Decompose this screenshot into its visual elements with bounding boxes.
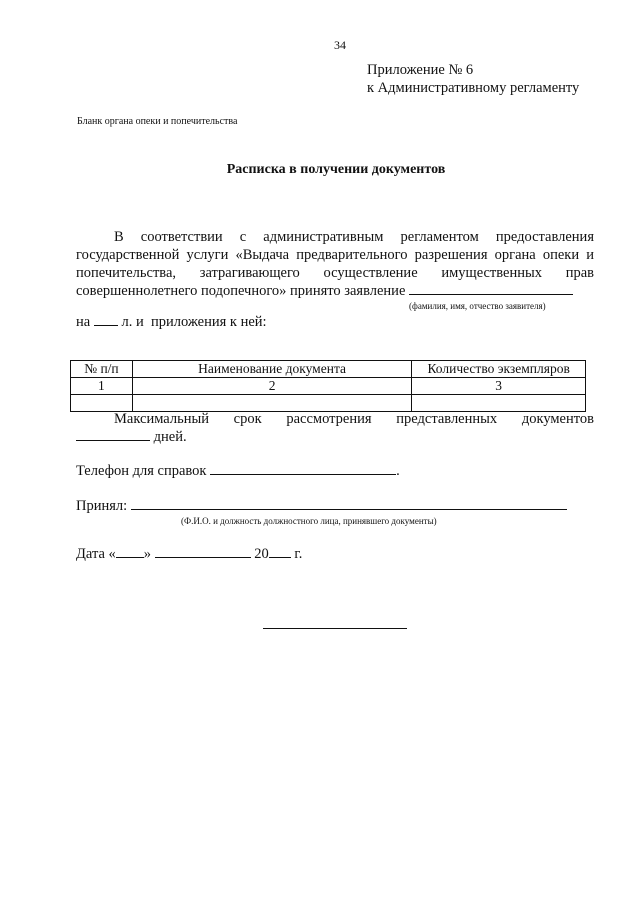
deadline-line-1: Максимальный срок рассмотрения представленных документов xyxy=(114,411,594,427)
phone-line xyxy=(76,462,400,480)
column-number-2: 2 xyxy=(132,378,411,395)
phone-label: Телефон для справок xyxy=(76,463,207,479)
date-month-field[interactable] xyxy=(155,545,251,558)
accepted-label: Принял: xyxy=(76,498,128,514)
deadline-days-field[interactable] xyxy=(76,428,150,441)
applicant-name-field[interactable] xyxy=(409,282,573,295)
pages-line xyxy=(76,313,267,331)
table-cell[interactable] xyxy=(71,395,133,412)
date-line xyxy=(76,545,302,563)
table-cell[interactable] xyxy=(412,395,586,412)
column-number-3: 3 xyxy=(412,378,586,395)
document-title: Расписка в получении документов xyxy=(226,162,446,177)
column-number-1: 1 xyxy=(71,378,133,395)
phone-end: . xyxy=(396,463,400,479)
appendix-heading xyxy=(367,61,579,97)
signature-line[interactable] xyxy=(263,628,407,629)
table-row xyxy=(71,395,586,412)
phone-field[interactable] xyxy=(210,462,396,475)
documents-table xyxy=(70,360,586,412)
pages-count-field[interactable] xyxy=(94,313,118,326)
deadline-line-2 xyxy=(76,428,594,446)
pages-suffix: приложения к ней: xyxy=(150,314,267,330)
header-number: № п/п xyxy=(71,361,133,378)
paragraph-line-1: В соответствии с административным регламентом предоставления xyxy=(114,229,594,245)
table-column-numbers-row xyxy=(71,378,586,395)
paragraph-line-4 xyxy=(76,282,594,301)
date-label: Дата « xyxy=(76,546,116,562)
appendix-line-1: Приложение № 6 xyxy=(367,62,474,78)
applicant-caption: (фамилия, имя, отчество заявителя) xyxy=(409,301,546,312)
page-number: 34 xyxy=(334,38,346,52)
accepted-line xyxy=(76,497,567,515)
paragraph-line-3: попечительства, затрагивающего осуществление имущественных прав xyxy=(76,264,594,281)
intro-paragraph xyxy=(76,229,594,312)
letterhead-label: Бланк органа опеки и попечительства xyxy=(77,116,238,127)
date-quote-close: » xyxy=(143,546,152,562)
pages-prefix: на xyxy=(76,314,91,330)
paragraph-line-2: государственной услуги «Выдача предварительного разрешения органа опеки и xyxy=(76,246,594,263)
header-document-name: Наименование документа xyxy=(132,361,411,378)
date-day-field[interactable] xyxy=(116,545,144,558)
appendix-line-2: к Административному регламенту xyxy=(367,80,580,96)
paragraph-line-4-text: совершеннолетнего подопечного» принято заявление xyxy=(76,283,406,300)
date-year-prefix: 20 xyxy=(254,546,269,562)
header-copies: Количество экземпляров xyxy=(412,361,586,378)
date-year-field[interactable] xyxy=(269,545,291,558)
table-header-row xyxy=(71,361,586,378)
date-year-suffix: г. xyxy=(294,546,303,562)
pages-middle: л. и xyxy=(121,314,144,330)
deadline-suffix: дней. xyxy=(153,429,187,445)
table-cell[interactable] xyxy=(132,395,411,412)
deadline-paragraph xyxy=(76,410,594,446)
accepted-by-field[interactable] xyxy=(131,497,567,510)
accepted-caption: (Ф.И.О. и должность должностного лица, принявшего документы) xyxy=(181,516,437,526)
